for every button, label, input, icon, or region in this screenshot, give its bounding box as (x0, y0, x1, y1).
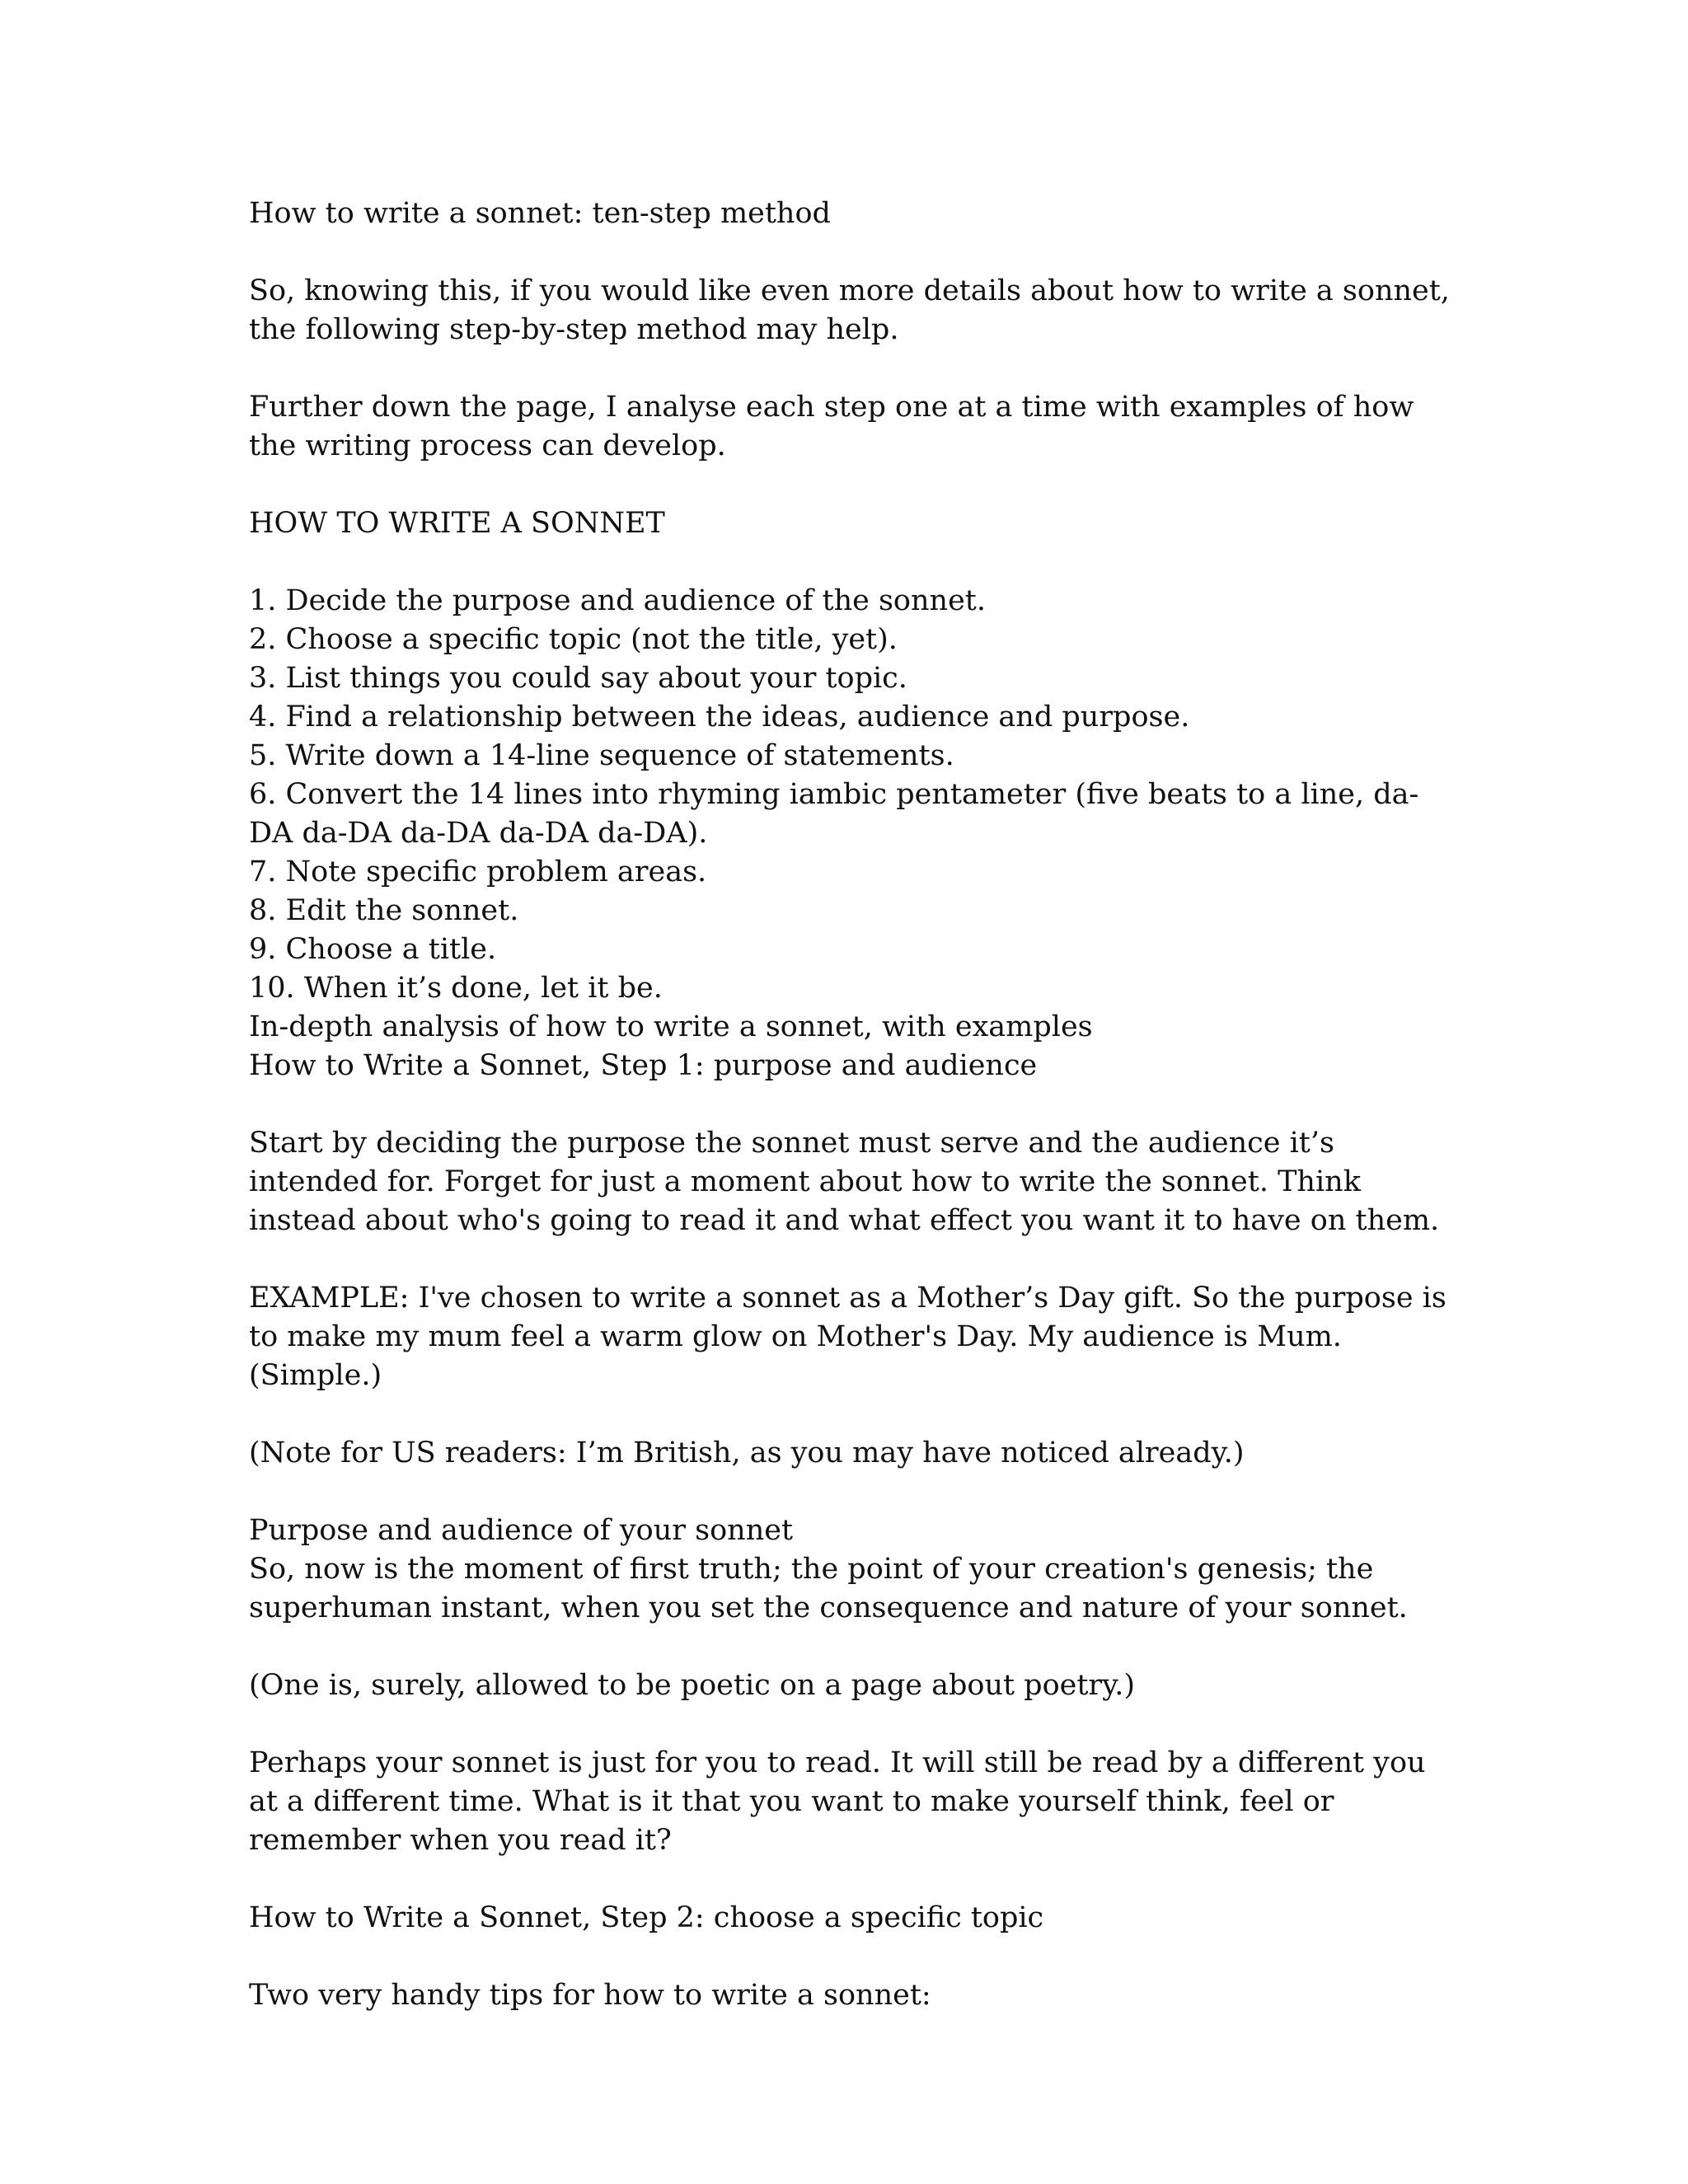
step-item: 7. Note specific problem areas. (249, 855, 707, 888)
tips-line: Two very handy tips for how to write a sonnet: (249, 1979, 931, 2012)
step-item: 2. Choose a specific topic (not the title, yet). (249, 623, 898, 656)
document-title: How to write a sonnet: ten-step method (249, 197, 831, 230)
step-item: 9. Choose a title. (249, 933, 497, 966)
step2-heading: How to Write a Sonnet, Step 2: choose a specific topic (249, 1901, 1044, 1934)
step-item: 4. Find a relationship between the ideas, audience and purpose. (249, 701, 1190, 733)
perhaps-paragraph: Perhaps your sonnet is just for you to read. It will still be read by a different you at a different time. What is it that you want to make yourself think, feel or remember when you read it? (249, 1746, 1426, 1857)
step1-paragraph: Start by deciding the purpose the sonnet must serve and the audience it’s intended for. Forget for just a moment about how to write the sonnet. Think instead about who's going to read it and what effect you want it to have on them. (249, 1127, 1440, 1237)
list-heading: HOW TO WRITE A SONNET (249, 507, 665, 540)
step-item: 6. Convert the 14 lines into rhyming iambic pentameter (five beats to a line, da-DA da-DA da-DA da-DA da-DA). (249, 778, 1419, 850)
example-paragraph: EXAMPLE: I've chosen to write a sonnet as a Mother’s Day gift. So the purpose is to make my mum feel a warm glow on Mother's Day. My audience is Mum. (Simple.) (249, 1282, 1447, 1392)
document-page (249, 194, 1452, 2015)
step-item: 5. Write down a 14-line sequence of statements. (249, 739, 954, 772)
purpose-paragraph: So, now is the moment of first truth; the point of your creation's genesis; the superhuman instant, when you set the consequence and nature of your sonnet. (249, 1553, 1408, 1624)
step-item: 1. Decide the purpose and audience of the sonnet. (249, 584, 986, 617)
step1-heading: How to Write a Sonnet, Step 1: purpose and audience (249, 1049, 1038, 1082)
step-item: 3. List things you could say about your topic. (249, 662, 907, 695)
intro-paragraph-2: Further down the page, I analyse each step one at a time with examples of how the writing process can develop. (249, 391, 1414, 462)
note-paragraph: (Note for US readers: I’m British, as you may have noticed already.) (249, 1436, 1245, 1469)
step-item: 10. When it’s done, let it be. (249, 972, 663, 1005)
analysis-heading: In-depth analysis of how to write a sonnet, with examples (249, 1010, 1093, 1043)
step-item: 8. Edit the sonnet. (249, 894, 519, 927)
steps-list (249, 582, 1452, 1008)
poetic-paragraph: (One is, surely, allowed to be poetic on a page about poetry.) (249, 1669, 1136, 1702)
purpose-heading: Purpose and audience of your sonnet (249, 1514, 794, 1547)
intro-paragraph-1: So, knowing this, if you would like even more details about how to write a sonnet, the following step-by-step method may help. (249, 274, 1450, 346)
